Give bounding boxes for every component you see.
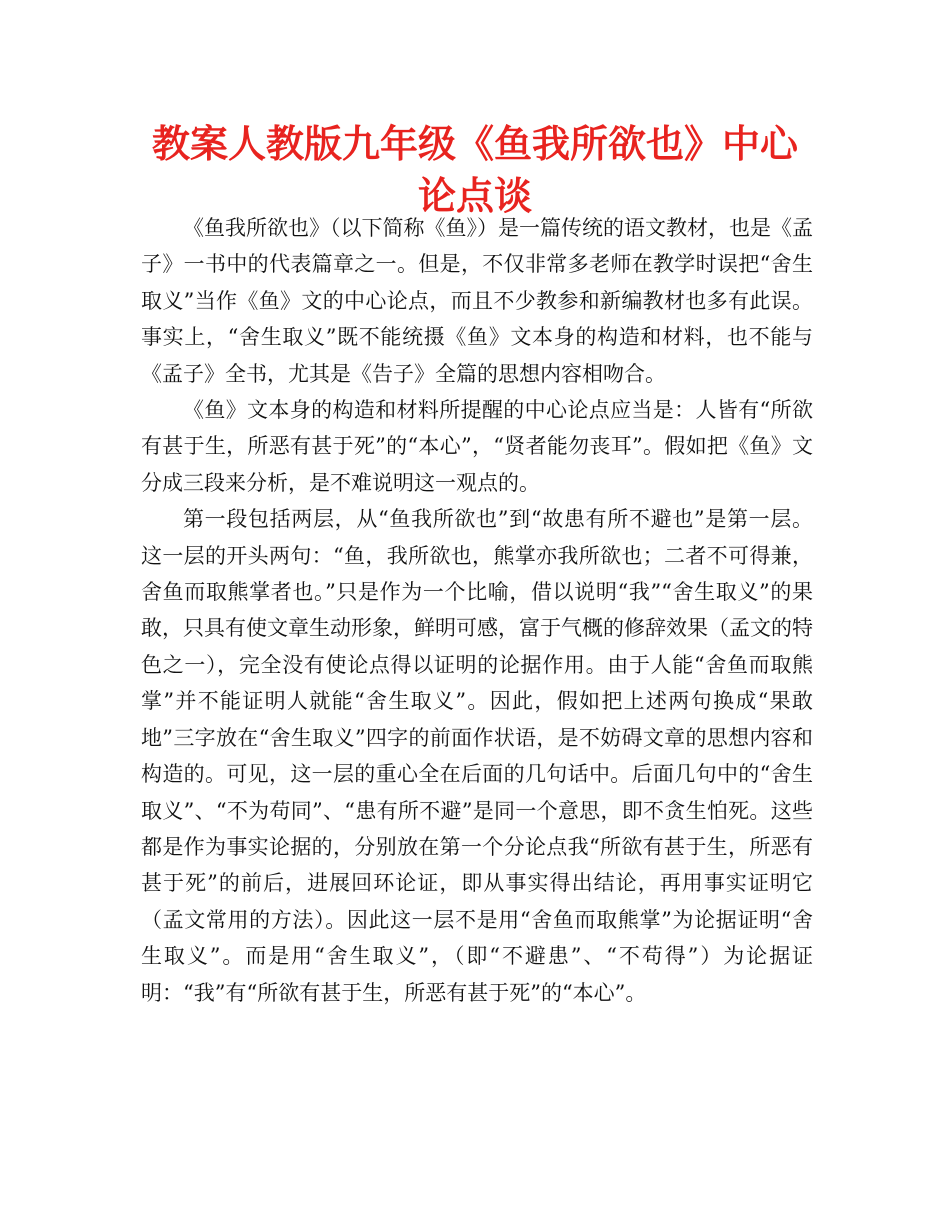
document-title: 教案人教版九年级《鱼我所欲也》中心论点谈 <box>151 122 798 218</box>
document-body <box>141 210 813 1011</box>
paragraph-1: 《鱼我所欲也》（以下简称《鱼》）是一篇传统的语文教材，也是《孟子》一书中的代表篇章之一。但是，不仅非常多老师在教学时误把“舍生取义”当作《鱼》文的中心论点，而且不少教参和新编教材也多有此误。事实上，“舍生取义”既不能统摄《鱼》文本身的构造和材料，也不能与《孟子》全书，尤其是《告子》全篇的思想内容相吻合。 <box>141 216 813 386</box>
paragraph-3: 第一段包括两层，从“鱼我所欲也”到“故患有所不避也”是第一层。这一层的开头两句：“鱼，我所欲也，熊掌亦我所欲也；二者不可得兼，舍鱼而取熊掌者也。”只是作为一个比喻，借以说明“我”“舍生取义”的果敢，只具有使文章生动形象，鲜明可感，富于气概的修辞效果（孟文的特色之一），完全没有使论点得以证明的论据作用。由于人能“舍鱼而取熊掌”并不能证明人就能“舍生取义”。因此，假如把上述两句换成“果敢地”三字放在“舍生取义”四字的前面作状语，是不妨碍文章的思想内容和构造的。可见，这一层的重心全在后面的几句话中。后面几句中的“舍生取义”、“不为苟同”、“患有所不避”是同一个意思，即不贪生怕死。这些都是作为事实论据的，分别放在第一个分论点我“所欲有甚于生，所恶有甚于死”的前后，进展回环论证，即从事实得出结论，再用事实证明它（孟文常用的方法）。因此这一层不是用“舍鱼而取熊掌”为论据证明“舍生取义”。而是用“舍生取义”，（即“不避患”、“不苟得”）为论据证明：“我”有“所欲有甚于生，所恶有甚于死”的“本心”。 <box>141 507 813 1005</box>
paragraph-2: 《鱼》文本身的构造和材料所提醒的中心论点应当是：人皆有“所欲有甚于生，所恶有甚于死”的“本心”，“贤者能勿丧耳”。假如把《鱼》文分成三段来分析，是不难说明这一观点的。 <box>141 398 813 495</box>
